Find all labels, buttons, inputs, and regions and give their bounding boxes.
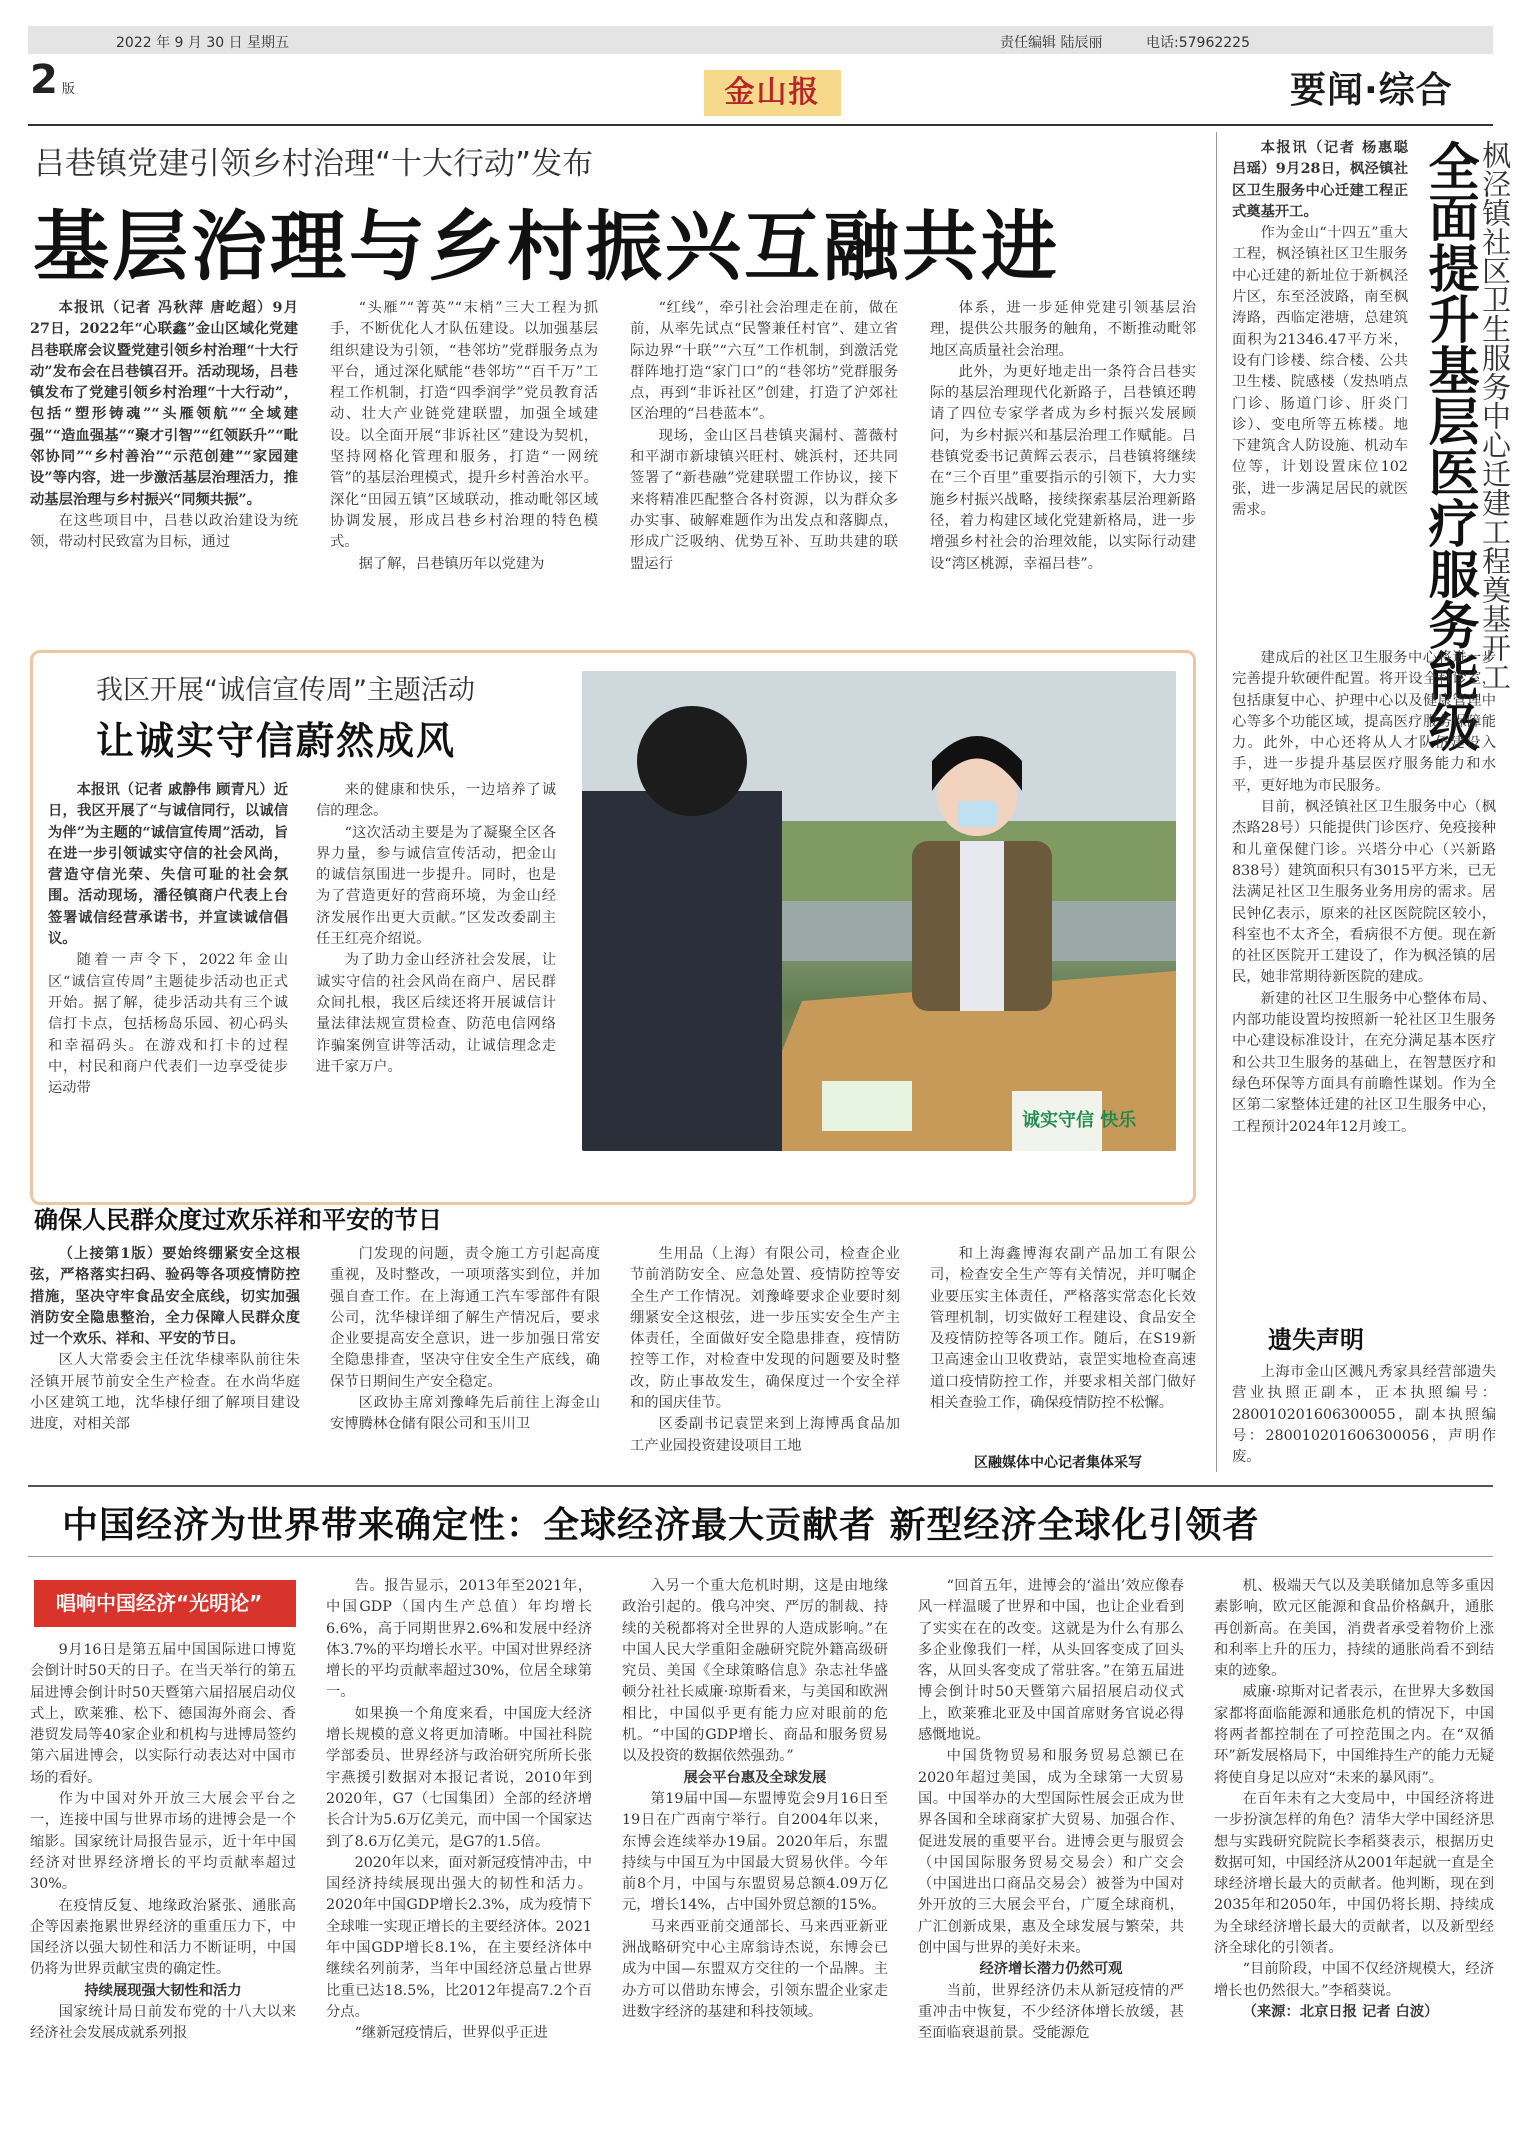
article1-kicker: 吕巷镇党建引领乡村治理“十大行动”发布 [34,146,594,182]
page-number: 2 版 [30,57,75,103]
news-photo [582,671,1176,1151]
article3-headline: 确保人民群众度过欢乐祥和平安的节日 [34,1206,442,1234]
article5-headline: 中国经济为世界带来确定性：全球经济最大贡献者 新型经济全球化引领者 [62,1505,1260,1546]
article1-headline: 基层治理与乡村振兴互融共进 [33,202,1060,291]
article5-col4: “回首五年，进博会的‘溢出’效应像春风一样温暖了世界和中国，也让企业看到了实实在在的改变。这就是为什么有那么多企业像我们一样，从头回客变成了回头客，从回头客变成了常驻客。”在第五届进博会倒计时50天暨第六届招展启动仪式上，欧莱雅北亚及中国首席财务官说必得感慨地说。 中国货物贸易和服务贸易总额已在2020年超过美国，成为全球第一大贸易国。中国举办的大型国际性展会正成为世界各国和全球商家扩大贸易、加强合作、促进发展的重要平台。进博会更与服贸会（中国国际服务贸易交易会）和广交会（中国进出口商品交易会）被誉为中国对外开放的三大展会平台，广厦全球商机，广汇创新成果，惠及全球发展与繁荣，共创中国与世界的美好未来。 经济增长潜力仍然可观 当前，世界经济仍未从新冠疫情的严重冲击中恢复，不少经济体增长放缓，甚至面临衰退前景。受能源危 [918,1578,1184,2042]
article3-byline: 区融媒体中心记者集体采写 [974,1455,1142,1471]
photo-sign-text: 诚实守信 快乐 [1022,1110,1137,1131]
article5-col2: 告。报告显示，2013年至2021年，中国GDP（国内生产总值）年均增长6.6%，高于同期世界2.6%和发展中经济体3.7%的平均增长水平。中国对世界经济增长的平均贡献率超过30%，位居全球第一。 如果换一个角度来看，中国庞大经济增长规模的意义将更加清晰。中国社科院学部委员、世界经济与政治研究所所长张宇燕援引数据对本报记者说，2010年到2020年，G7（七国集团）全部的经济增长合计为5.6万亿美元，而中国一个国家达到了8.6万亿美元，是G7的1.5倍。 2020年以来，面对新冠疫情冲击，中国经济持续展现出强大的韧性和活力。2020年中国GDP增长2.3%，成为疫情下全球唯一实现正增长的主要经济体。2021年中国GDP增长8.1%，在主要经济体中继续名列前茅，当年中国经济总量占世界比重已达18.5%，比2012年提高7.2个百分点。 “继新冠疫情后，世界似乎正进 [326,1578,592,2042]
article3-col4: 和上海鑫博海农副产品加工有限公司，检查安全生产等有关情况，并叮嘱企业要压实主体责任，严格落实常态化长效管理机制，切实做好工程建设、食品安全及疫情防控等各项工作。随后，在S19新卫高速金山卫收费站，袁罡实地检查高速道口疫情防控工作，并要求相关部门做好相关查验工作，确保疫情防控不松懈。 [930,1246,1196,1412]
notice-title: 遗失声明 [1268,1326,1364,1354]
article4-kicker: 枫泾镇社区卫生服务中心迁建工程奠基开工 [1478,140,1512,691]
header-rule [28,124,1493,126]
article3-col1: （上接第1版）要始终绷紧安全这根弦，严格落实扫码、验码等各项疫情防控措施，坚决守牢食品安全底线，切实加强消防安全隐患整治，全力保障人民群众度过一个欢乐、祥和、平安的节日。 区人大常委会主任沈华棣率队前往朱泾镇开展节前安全生产检查。在水尚华庭小区建筑工地，沈华棣仔细了解项目建设进度，对相关部 [30,1246,300,1433]
article3-col3: 生用品（上海）有限公司，检查企业节前消防安全、应急处置、疫情防控等安全生产工作情况。刘豫峰要求企业要时刻绷紧安全这根弦，进一步压实安全生产主体责任，全面做好安全隐患排查，疫情防控等工作，对检查中发现的问题要及时整改，防止事故发生，确保度过一个安全祥和的国庆佳节。 区委副书记袁罡来到上海博禹食品加工产业园投资建设项目工地 [630,1246,900,1454]
article5-col5: 机、极端天气以及美联储加息等多重因素影响，欧元区能源和食品价格飙升，通胀再创新高。在美国，消费者承受着物价上涨和利率上升的压力，持续的通胀尚看不到结束的迹象。 威廉·琼斯对记者表示，在世界大多数国家都将面临能源和通胀危机的情况下，中国将两者都控制在了可控范围之内。在“双循环”新发展格局下，中国维持生产的能力无疑将使自身足以应对“未来的暴风雨”。 在百年未有之大变局中，中国经济将进一步扮演怎样的角色？清华大学中国经济思想与实践研究院院长李稻葵表示，根据历史数据可知，中国经济从2001年起就一直是全球经济增长最大的贡献者。他判断，现在到2035年和2050年，中国仍将长期、持续成为全球经济增长最大的贡献者，以及新型经济全球化的引领者。 “目前阶段，中国不仅经济规模大，经济增长也仍然很大。”李稻葵说。 （来源：北京日报 记者 白波） [1214,1578,1494,2020]
article2-col2: 来的健康和快乐，一边培养了诚信的理念。 “这次活动主要是为了凝聚全区各界力量，参与诚信宣传活动，把金山的诚信氛围进一步提升。同时，也是为了营造更好的营商环境，为金山经济发展作出更大贡献。”区发改委副主任王红亮介绍说。 为了助力金山经济社会发展，让诚实守信的社会风尚在商户、居民群众间扎根，我区后续还将开展诚信计量法律法规宣贯检查、防范电信网络诈骗案例宣讲等活动，让诚信理念走进千家万户。 [316,782,556,1075]
top-bar [28,26,1493,54]
section-rule [28,1485,1493,1487]
article1-col3: “红线”，牵引社会治理走在前，做在前，从率先试点“民警兼任村官”、建立省际边界“十联”“六互”工作机制，到激活党群阵地打造“家门口”的“巷邻坊”党群服务点，再到“非诉社区”创建，打造了沪郊社区治理的“吕巷蓝本”。 现场，金山区吕巷镇夹漏村、蔷薇村和平湖市新埭镇兴旺村、姚浜村，还共同签署了“新巷融”党建联盟工作协议，接下来将精准匹配整合各村资源，以为群众多办实事、破解难题作为出发点和落脚点，形成广泛吸纳、优势互补、互助共建的联盟运行 [630,300,898,572]
article1-col2: “头雁”“菁英”“末梢”三大工程为抓手，不断优化人才队伍建设。以加强基层组织建设为引领，“巷邻坊”党群服务点为平台，通过深化赋能“巷邻坊”“百千万”工程工作机制，打造“四季润学”党员教育活动、壮大产业链党建联盟，加强全域建设。以全面开展“非诉社区”建设为契机，坚持网格化管理和服务，打造“一网统管”的基层治理模式，提升乡村善治水平。深化“田园五镇”区域联动，推动毗邻区域协调发展，形成吕巷乡村治理的特色模式。 据了解，吕巷镇历年以党建为 [330,300,598,572]
photo-illustration [582,671,1176,1151]
phone: 电话:57962225 [1146,35,1250,51]
headline-rule [28,1556,1493,1557]
article5-col1: 9月16日是第五届中国国际进口博览会倒计时50天的日子。在当天举行的第五届进博会倒计时50天暨第六届招展启动仪式上，欧莱雅、松下、德国海外商会、香港贸发局等40家企业和机构与进博局签约第六届进博会，以实际行动表达对中国市场的看好。 作为中国对外开放三大展会平台之一，连接中国与世界市场的进博会是一个缩影。国家统计局报告显示，近十年中国经济对世界经济增长的平均贡献率超过30%。 在疫情反复、地缘政治紧张、通胀高企等因素拖累世界经济的重重压力下，中国经济以强大韧性和活力不断证明，中国仍将为世界贡献宝贵的确定性。 持续展现强大韧性和活力 国家统计局日前发布党的十八大以来经济社会发展成就系列报 [30,1642,296,2042]
article4-col-bottom: 建成后的社区卫生服务中心将进一步完善提升软硬件配置。将开设全科诊室，包括康复中心、护理中心以及健康管理中心等多个功能区域，提高医疗服务保障能力。此外，中心还将从人才队伍建设入手，进一步提升基层医疗服务能力和水平，更好地为市民服务。 目前，枫泾镇社区卫生服务中心（枫杰路28号）只能提供门诊医疗、免疫接种和儿童保健门诊。兴塔分中心（兴新路838号）建筑面积只有3015平方米，已无法满足社区卫生服务业务用房的需求。居民钟亿表示，原来的社区医院院区较小，科室也不太齐全，看病很不方便。现在新的社区医院开工建设了，作为枫泾镇的居民，她非常期待新医院的建成。 新建的社区卫生服务中心整体布局、内部功能设置均按照新一轮社区卫生服务中心建设标准设计，在充分满足基本医疗和公共卫生服务的基础上，在智慧医疗和绿色环保等方面具有前瞻性谋划。作为全区第二家整体迁建的社区卫生服务中心，工程预计2024年12月竣工。 [1232,650,1496,1135]
article2-kicker: 我区开展“诚信宣传周”主题活动 [96,675,475,706]
article5-col3: 入另一个重大危机时期，这是由地缘政治引起的。俄乌冲突、严厉的制裁、持续的关税都将对全世界的人造成影响。”在中国人民大学重阳金融研究院外籍高级研究员、美国《全球策略信息》杂志社华盛顿分社社长威廉·琼斯看来，与美国和欧洲相比，中国似乎更有能力应对眼前的危机。“中国的GDP增长、商品和服务贸易以及投资的数据依然强劲。” 展会平台惠及全球发展 第19届中国—东盟博览会9月16日至19日在广西南宁举行。自2004年以来，东博会连续举办19届。2020年后，东盟持续与中国互为中国最大贸易伙伴。今年前8个月，中国与东盟贸易总额4.09万亿元，增长14%，占中国外贸总额的15%。 马来西亚前交通部长、马来西亚新亚洲战略研究中心主席翁诗杰说，东博会已成为中国—东盟双方交往的一个品牌。主办方可以借助东博会，引领东盟企业家走进数字经济的基建和科技领域。 [622,1578,888,2020]
notice-text: 上海市金山区溅凡秀家具经营部遗失营业执照正副本，正本执照编号：280010201606300055，副本执照编号：280010201606300056，声明作废。 [1232,1364,1496,1466]
article3-col2: 门发现的问题，责令施工方引起高度重视，及时整改，一项项落实到位，并加强自查工作。在上海通工汽车零部件有限公司，沈华棣详细了解生产情况后，要求企业要提高安全意识，进一步加强日常安全隐患排查，坚决守住安全生产底线，确保节日期间生产安全稳定。 区政协主席刘豫峰先后前往上海金山安博腾林仓储有限公司和玉川卫 [330,1246,600,1433]
editor: 责任编辑 陆辰丽 [1000,35,1103,51]
column-banner: 唱响中国经济“光明论” [34,1580,296,1627]
masthead-logo: 金山报 [704,70,841,116]
article2-col1: 本报讯（记者 戚静伟 顾青凡）近日，我区开展了“与诚信同行，以诚信为伴”为主题的“诚信宣传周”活动，旨在进一步引领诚实守信的社会风尚，营造守信光荣、失信可耻的社会氛围。活动现场，潘径镇商户代表上台签署诚信经营承诺书，并宣读诚信倡议。 随着一声令下，2022年金山区“诚信宣传周”主题徒步活动也正式开始。据了解，徒步活动共有三个诚信打卡点，包括杨岛乐园、初心码头和幸福码头。在游戏和打卡的过程中，村民和商户代表们一边享受徒步运动带 [48,782,288,1097]
article1-col4: 体系，进一步延伸党建引领基层治理，提供公共服务的触角，不断推动毗邻地区高质量社会治理。 此外，为更好地走出一条符合吕巷实际的基层治理现代化新路子，吕巷镇还聘请了四位专家学者成为乡村振兴发展顾问，为乡村振兴和基层治理工作赋能。吕巷镇党委书记黄辉云表示，吕巷镇将继续在“三个百里”重要指示的引领下，大力实施乡村振兴战略，接续探索基层治理新路径，着力构建区域化党建新格局，进一步增强乡村社会的治理效能，以实际行动建设“湾区桃源，幸福吕巷”。 [930,300,1196,572]
issue-date: 2022 年 9 月 30 日 星期五 [116,35,290,51]
section-title: 要闻·综合 [1290,70,1453,111]
article1-col1: 本报讯（记者 冯秋萍 唐屹超）9月27日，2022年“心联鑫”金山区域化党建吕巷联席会议暨党建引领乡村治理“十大行动”发布会在吕巷镇召开。活动现场，吕巷镇发布了党建引领乡村治理“十大行动”，包括“塑形铸魂”“头雁领航”“全域建强”“造血强基”“聚才引智”“红领跃升”“毗邻协同”“乡村善治”“示范创建”“家园建设”等内容，进一步激活基层治理活力，推动基层治理与乡村振兴“同频共振”。 在这些项目中，吕巷以政治建设为统领，带动村民致富为目标，通过 [30,300,298,551]
article4-headline: 全面提升基层医疗服务能级 [1419,140,1478,752]
column-divider [1216,132,1217,1472]
article4-col-top: 本报讯（记者 杨惠聪 吕瑶）9月28日，枫泾镇社区卫生服务中心迁建工程正式奠基开工。 作为金山“十四五”重大工程，枫泾镇社区卫生服务中心迁建的新址位于新枫泾片区，东至泾波路，南至枫涛路，西临定港塘，总建筑面积为21346.47平方米，设有门诊楼、综合楼、公共卫生楼、院感楼（发热哨点门诊、肠道门诊、肝炎门诊）、变电所等五栋楼。地下建筑含人防设施、机动车位等，计划设置床位102张，进一步满足居民的就医需求。 [1232,140,1408,519]
article2-headline: 让诚实守信蔚然成风 [96,719,457,763]
